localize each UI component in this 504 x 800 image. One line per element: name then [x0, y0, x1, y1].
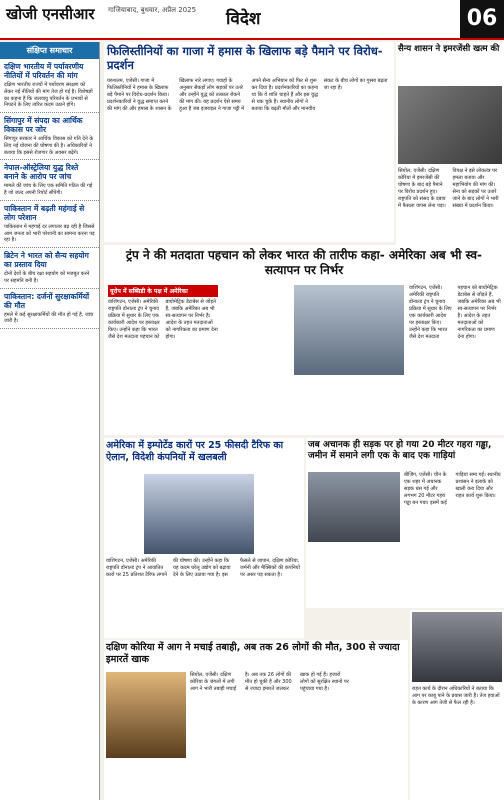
brand-name: खोजी एनसीआर	[6, 5, 95, 23]
lead-headline: फिलिस्तीनियों का गाजा में हमास के खिलाफ बड़े पैमाने पर विरोध-प्रदर्शन	[107, 44, 383, 73]
masthead-date: गाजियाबाद, बुधवार, अप्रैल 2025	[108, 6, 197, 14]
brief-body: मामले की जांच के लिए एक समिति गठित की गई है जो जल्द अपनी रिपोर्ट सौंपेगी।	[4, 183, 93, 196]
brief-headline: ब्रिटेन ने भारत को सैन्य सहयोग का प्रस्ताव दिया	[4, 251, 89, 269]
top-right-body: सियोल, एजेंसी। दक्षिण कोरिया में इमरजेंसी की घोषणा के बाद बड़े पैमाने पर विरोध प्रदर्शन हुए। राष्ट्रपति को संसद के दबाव में फैसला वापस लेना पड़ा। विपक्ष ने इसे लोकतंत्र पर हमला बताया और महाभियोग की मांग की। सेना को सड़कों पर उतारे जाने के बाद लोगों ने भारी संख्या में प्रदर्शन किया।	[398, 168, 499, 209]
masthead	[0, 0, 504, 40]
page-number: 06	[460, 0, 504, 38]
trump-body-left: वाशिंगटन, एजेंसी। अमेरिकी राष्ट्रपति डोनाल्ड ट्रंप ने चुनाव प्रक्रिया में सुधार के लिए एक कार्यकारी आदेश पर हस्ताक्षर किए। उन्होंने कहा कि भारत जैसे देश मतदाता पहचान को बायोमेट्रिक डेटाबेस से जोड़ते हैं, जबकि अमेरिका अब भी स्व-सत्यापन पर निर्भर है। आदेश के तहत मतदाताओं को नागरिकता का प्रमाण देना होगा।	[108, 299, 218, 340]
brief-body: पाकिस्तान में महंगाई दर लगातार बढ़ रही है जिससे आम जनता को भारी परेशानी का सामना करना पड़ रहा है।	[4, 223, 95, 244]
tariff-photo	[144, 474, 254, 554]
brief-headline: नेपाल-ऑस्ट्रेलिया युद्ध रिश्ते बनाने के आरोप पर जांच	[4, 163, 79, 182]
tariff-headline: अमेरिका में इम्पोर्टेड कारों पर 25 फीसदी टैरिफ का ऐलान, विदेशी कंपनियों में खलबली	[106, 440, 284, 463]
section-title: विदेश	[226, 9, 261, 29]
sinkhole-story	[306, 438, 504, 608]
korea-fire-headline: दक्षिण कोरिया में आग ने मचाई तबाही, अब तक 26 लोगों की मौत, 300 से ज्यादा इमारतें खाक	[106, 642, 400, 665]
sinkhole-headline: जब अचानक ही सड़क पर हो गया 20 मीटर गहरा गड्ढा, जमीन में समाने लगी एक के बाद एक गाड़ियां	[308, 440, 492, 462]
brief-item	[0, 113, 99, 160]
brief-headline: पाकिस्तान: दर्जनों सुरक्षाकर्मियों की मौत	[4, 291, 90, 310]
lead-body: यरुशलम, एजेंसी। गाजा में फिलिस्तीनियों ने हमास के खिलाफ बड़े पैमाने पर विरोध-प्रदर्शन किया। प्रदर्शनकारियों ने युद्ध समाप्त करने की मांग की और हमास के शासन के खिलाफ नारे लगाए। गवाहों के अनुसार सैकड़ों लोग सड़कों पर उतरे और उन्होंने युद्ध को तत्काल रोकने की मांग की। यह प्रदर्शन ऐसे समय हुआ है जब इजराइल ने गाजा पट्टी में अपने सैन्य अभियान को फिर से शुरू कर दिया है। प्रदर्शनकारियों का कहना था कि वे शांति चाहते हैं और इस युद्ध से थक चुके हैं। स्थानीय लोगों ने बताया कि बढ़ती मौतों और मानवीय संकट के बीच लोगों का गुस्सा बढ़ता जा रहा है।	[107, 77, 388, 112]
trump-story	[104, 245, 504, 435]
right-bottom-story	[410, 610, 504, 800]
korea-fire-story	[104, 640, 408, 800]
brief-item	[0, 201, 99, 248]
protest-photo	[398, 86, 502, 164]
left-brief-column	[0, 42, 100, 800]
masthead-meta	[108, 6, 288, 15]
brief-header: संक्षिप्त समाचार	[0, 42, 99, 59]
korea-fire-body: सियोल, एजेंसी। दक्षिण कोरिया के जंगलों में लगी आग ने भारी तबाही मचाई है। अब तक 26 लोगों की मौत हो चुकी है और 300 से ज्यादा इमारतें जलकर खाक हो गई हैं। हजारों लोगों को सुरक्षित स्थानों पर पहुंचाया गया है।	[190, 672, 349, 692]
fire-photo	[106, 672, 186, 758]
brief-item	[0, 160, 99, 201]
brief-headline: दक्षिण भारतीय में पर्यावरणीय नीतियों में परिवर्तन की मांग	[4, 62, 84, 80]
brief-body: हमले में कई सुरक्षाकर्मियों की मौत हो गई है, जांच जारी है।	[4, 311, 94, 325]
brief-body: दोनों देशों के बीच रक्षा सहयोग को मजबूत करने पर सहमति बनी है।	[4, 271, 90, 284]
sinkhole-body: बीजिंग, एजेंसी। चीन के एक शहर में अचानक सड़क धंस गई और लगभग 20 मीटर गहरा गड्ढा बन गया। इसमें कई गाड़ियां समा गईं। स्थानीय प्रशासन ने इलाके को खाली करा दिया और राहत कार्य शुरू किया।	[404, 472, 501, 506]
brief-headline: पाकिस्तान में बढ़ती महंगाई से लोग परेशान	[4, 203, 85, 222]
brief-body: सिंगापुर सरकार ने आर्थिक विकास को गति देने के लिए नई योजना की घोषणा की है। अधिकारियों ने बताया कि इससे रोजगार के अवसर बढ़ेंगे।	[4, 136, 94, 156]
brief-headline: सिंगापुर में संपदा का आर्थिक विकास पर जोर	[4, 116, 83, 134]
brief-item	[0, 59, 99, 113]
sinkhole-photo	[308, 472, 400, 542]
top-right-headline: सैन्य शासन ने इमरजेंसी खत्म की	[398, 44, 500, 54]
trump-subheadline: यूरोप में सब्सिडी के पक्ष में अमेरिका	[108, 285, 218, 297]
brief-item	[0, 289, 99, 330]
lead-story	[104, 42, 394, 242]
trump-headline: ट्रंप ने की मतदाता पहचान को लेकर भारत की तारीफ कहा- अमेरिका अब भी स्व-सत्यापन पर निर्भर	[125, 248, 483, 277]
brief-item	[0, 248, 99, 289]
tariff-story	[104, 438, 304, 638]
trump-body-right: वाशिंगटन, एजेंसी। अमेरिकी राष्ट्रपति डोनाल्ड ट्रंप ने चुनाव प्रक्रिया में सुधार के लिए एक कार्यकारी आदेश पर हस्ताक्षर किए। उन्होंने कहा कि भारत जैसे देश मतदाता पहचान को बायोमेट्रिक डेटाबेस से जोड़ते हैं, जबकि अमेरिका अब भी स्व-सत्यापन पर निर्भर है। आदेश के तहत मतदाताओं को नागरिकता का प्रमाण देना होगा।	[409, 285, 501, 340]
trump-photo	[294, 285, 404, 375]
right-bottom-photo	[412, 612, 502, 682]
brief-body: दक्षिण भारतीय राज्यों में पर्यावरण संरक्षण को लेकर नई नीतियों की मांग तेज हो गई है। विशेषज्ञों का कहना है कि जलवायु परिवर्तन के प्रभावों से निपटने के लिए त्वरित कदम उठाने होंगे।	[4, 82, 93, 109]
tariff-body: वाशिंगटन, एजेंसी। अमेरिकी राष्ट्रपति डोनाल्ड ट्रंप ने आयातित कारों पर 25 प्रतिशत टैरिफ लगाने की घोषणा की। उन्होंने कहा कि यह कदम घरेलू उद्योग को बढ़ावा देने के लिए उठाया गया है। इस फैसले से जापान, दक्षिण कोरिया, जर्मनी और मैक्सिको की कंपनियों पर असर पड़ सकता है।	[106, 558, 300, 578]
right-bottom-body: राहत कार्य के दौरान अधिकारियों ने बताया कि आग पर काबू पाने के प्रयास जारी हैं। तेज हवाओं के कारण आग तेजी से फैल रही है।	[412, 686, 500, 706]
